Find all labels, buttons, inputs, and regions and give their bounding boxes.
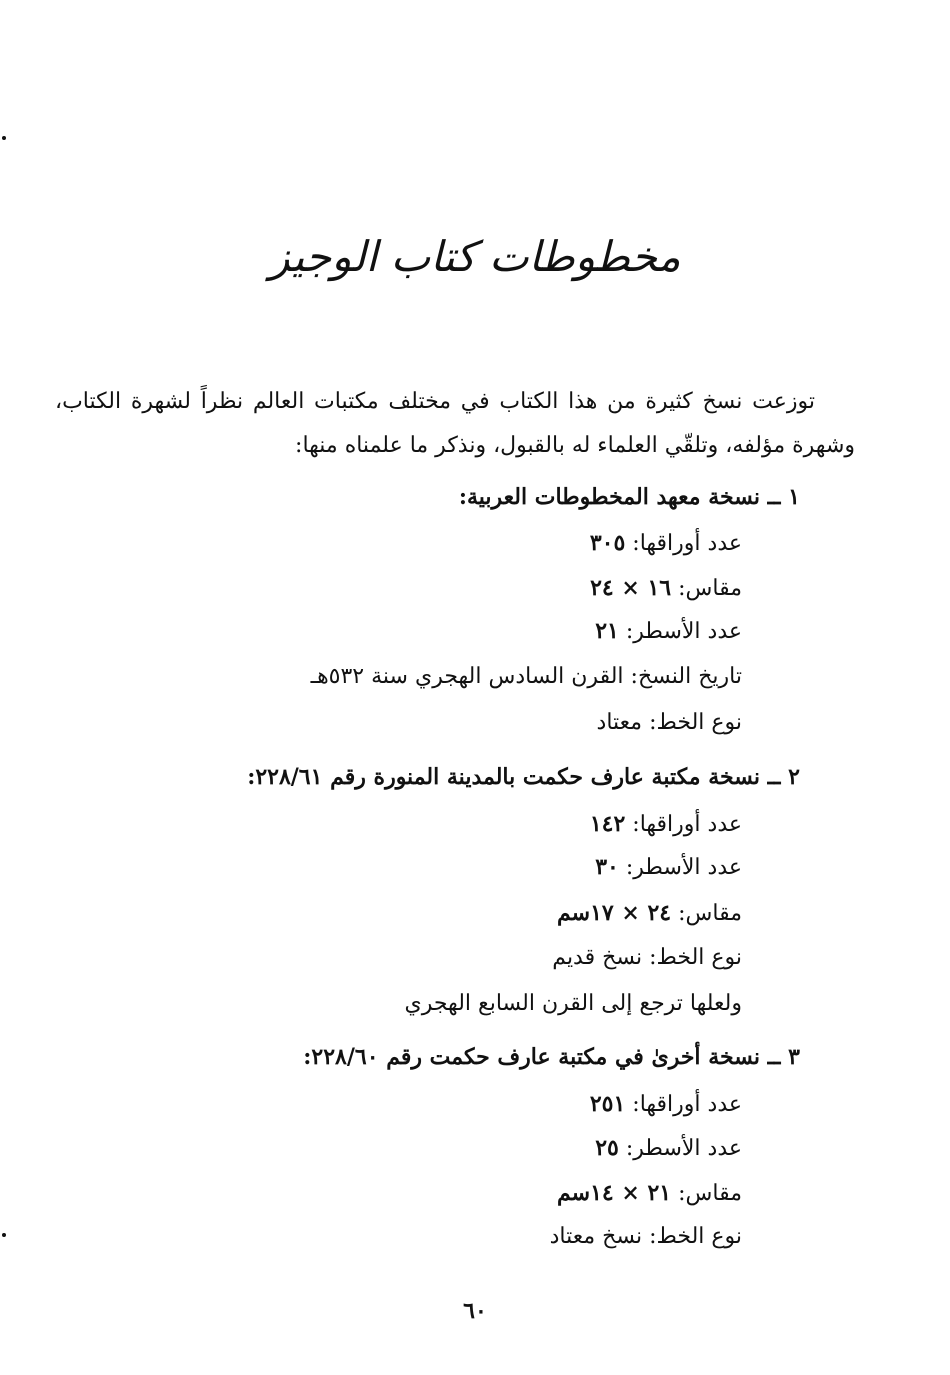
manuscript-2-field-4 (0, 947, 950, 969)
manuscript-2-field-2 (0, 856, 950, 879)
manuscript-3-field-1 (0, 1093, 950, 1116)
field-label: مقاس: (678, 576, 742, 601)
field-value: نسخ معتاد (549, 1224, 643, 1249)
manuscript-1-heading: ١ ــ نسخة معهد المخطوطات العربية: (458, 484, 800, 510)
manuscript-1-field-2 (0, 577, 950, 600)
manuscript-2-field-3 (0, 902, 950, 925)
field-label: عدد الأسطر: (625, 1136, 742, 1161)
manuscript-3-field-4 (0, 1226, 950, 1248)
field-label: نوع الخط: (649, 1224, 742, 1249)
scan-edge-mark (2, 1233, 6, 1237)
field-value: معتاد (596, 710, 643, 735)
page-number: ٦٠ (463, 1298, 487, 1324)
field-value: نسخ قديم (552, 945, 643, 970)
field-label: عدد أوراقها: (632, 812, 742, 837)
field-value: ٢١ (595, 618, 619, 644)
manuscript-3-heading: ٣ ــ نسخة أخرىٰ في مكتبة عارف حكمت رقم ٢٢٨/٦٠: (303, 1044, 800, 1070)
field-value: ٢٥ (595, 1135, 619, 1161)
manuscript-3-field-3 (0, 1182, 950, 1205)
field-label: نوع الخط: (649, 945, 742, 970)
field-value: ٢١ × ١٤سم (556, 1180, 672, 1206)
field-value: ٣٠٥ (589, 530, 626, 556)
field-label: مقاس: (678, 901, 742, 926)
field-label: عدد الأسطر: (625, 855, 742, 880)
field-value: ٢٤ × ١٧سم (556, 900, 672, 926)
field-label: عدد أوراقها: (632, 531, 742, 556)
manuscript-1-field-1 (0, 532, 950, 555)
manuscript-3-field-2 (0, 1137, 950, 1160)
field-value: ١٤٢ (589, 811, 626, 837)
field-label: تاريخ النسخ: (630, 664, 742, 689)
manuscript-2-note (0, 993, 950, 1015)
field-label: ولعلها ترجع إلى القرن السابع الهجري (404, 991, 742, 1016)
field-label: عدد أوراقها: (632, 1092, 742, 1117)
manuscript-1-field-3 (0, 620, 950, 643)
field-value: ١٦ × ٢٤ (590, 575, 672, 601)
field-value: ٢٥١ (589, 1091, 626, 1117)
scan-edge-mark (2, 136, 6, 140)
field-label: عدد الأسطر: (625, 619, 742, 644)
field-value: القرن السادس الهجري سنة ٥٣٢هـ (310, 664, 624, 689)
page-title: مخطوطات كتاب الوجيز (269, 232, 681, 281)
intro-paragraph: توزعت نسخ كثيرة من هذا الكتاب في مختلف مكتبات العالم نظراً لشهرة الكتاب، وشهرة مؤلفه، وتلقّي العلماء له بالقبول، ونذكر ما علمناه منها: (55, 389, 855, 458)
manuscript-1-field-4 (0, 666, 950, 688)
manuscript-2-field-1 (0, 813, 950, 836)
manuscript-1-field-5 (0, 712, 950, 734)
field-label: نوع الخط: (649, 710, 742, 735)
field-label: مقاس: (678, 1181, 742, 1206)
manuscript-2-heading: ٢ ــ نسخة مكتبة عارف حكمت بالمدينة المنورة رقم ٢٢٨/٦١: (247, 764, 800, 790)
field-value: ٣٠ (595, 854, 619, 880)
